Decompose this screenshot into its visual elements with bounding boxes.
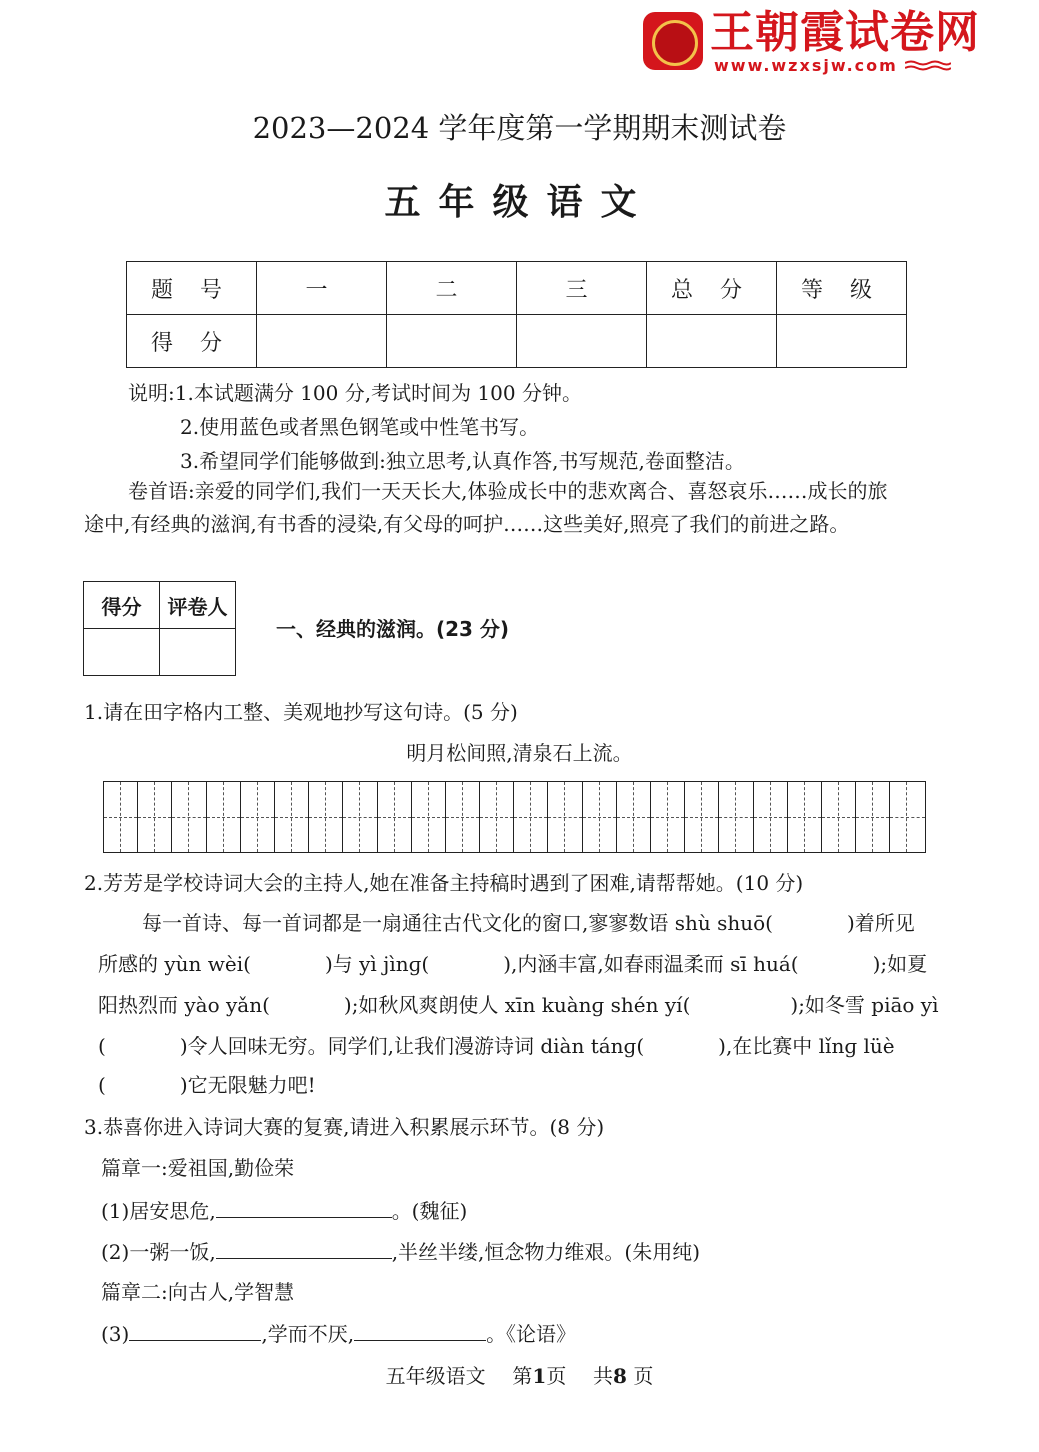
score-cell: 总 分 [647, 262, 777, 315]
score-cell: 三 [517, 262, 647, 315]
passage-text: ),内涵丰富,如春雨温柔而 sī huá( [503, 952, 799, 976]
score-cell: 二 [387, 262, 517, 315]
grader-score-field[interactable] [84, 629, 160, 676]
fill-text: ,学而不厌, [261, 1322, 355, 1346]
grid-cell[interactable] [583, 782, 617, 852]
score-cell: 得 分 [127, 315, 257, 368]
grid-cell[interactable] [241, 782, 275, 852]
passage-text: 所感的 yùn wèi( [98, 952, 251, 976]
score-input-cell[interactable] [777, 315, 907, 368]
grid-cell[interactable] [651, 782, 685, 852]
fill-item [101, 1318, 576, 1349]
passage-text: 每一首诗、每一首词都是一扇通往古代文化的窗口,寥寥数语 shù shuō( [142, 911, 773, 935]
score-input-cell[interactable] [647, 315, 777, 368]
passage-line [98, 949, 927, 979]
fill-item [101, 1236, 700, 1267]
passage-text: );如夏 [872, 952, 928, 976]
grid-cell[interactable] [754, 782, 788, 852]
footer-page-suffix: 页 [546, 1364, 567, 1388]
grid-cell[interactable] [788, 782, 822, 852]
exam-title: 2023—2024 学年度第一学期期末测试卷 [252, 111, 787, 145]
passage-line [142, 908, 915, 938]
grid-cell[interactable] [856, 782, 890, 852]
score-table-score-row [127, 315, 907, 368]
passage-text: )与 yì jìnɡ( [324, 952, 430, 976]
passage-text: );如冬雪 piāo yì [790, 993, 939, 1017]
passage-text: ( [98, 1073, 106, 1097]
footer-page-prefix: 第 [512, 1364, 533, 1388]
grid-cell[interactable] [275, 782, 309, 852]
passage-text: ( [98, 1034, 106, 1058]
grid-cell[interactable] [343, 782, 377, 852]
instruction-line: 3.希望同学们能够做到:独立思考,认真作答,书写规范,卷面整洁。 [180, 449, 745, 473]
score-cell: 一 [257, 262, 387, 315]
score-table [126, 261, 907, 368]
brand-logo [643, 12, 703, 70]
wave-icon [905, 60, 951, 72]
grid-cell[interactable] [480, 782, 514, 852]
score-cell: 等 级 [777, 262, 907, 315]
footer-total-suffix: 页 [633, 1364, 654, 1388]
grid-cell[interactable] [514, 782, 548, 852]
footer-subject: 五年级语文 [385, 1364, 486, 1388]
grid-cell[interactable] [617, 782, 651, 852]
grid-cell[interactable] [104, 782, 138, 852]
page-footer [0, 1360, 1039, 1389]
instruction-line: 2.使用蓝色或者黑色钢笔或中性笔书写。 [180, 415, 540, 439]
answer-line[interactable] [354, 1318, 486, 1341]
grid-cell[interactable] [138, 782, 172, 852]
answer-line[interactable] [216, 1236, 392, 1259]
section-title: 一、经典的滋润。(23 分) [276, 617, 510, 641]
grid-cell[interactable] [378, 782, 412, 852]
answer-line[interactable] [216, 1195, 392, 1218]
grid-cell[interactable] [548, 782, 582, 852]
fill-text: 。《论语》 [486, 1322, 577, 1346]
question-prompt: 2.芳芳是学校诗词大会的主持人,她在准备主持稿时遇到了困难,请帮帮她。(10 分) [84, 871, 804, 895]
answer-line[interactable] [129, 1318, 261, 1341]
grid-cell[interactable] [890, 782, 924, 852]
passage-text: )令人回味无穷。同学们,让我们漫游诗词 diàn tánɡ( [179, 1034, 645, 1058]
passage-text: )着所见 [846, 911, 915, 935]
score-input-cell[interactable] [257, 315, 387, 368]
page-number: 1 [532, 1364, 547, 1388]
passage-text: )它无限魅力吧! [179, 1073, 316, 1097]
chapter-heading: 篇章二:向古人,学智慧 [101, 1280, 295, 1304]
grader-score-label: 得分 [84, 582, 160, 629]
question-prompt: 1.请在田字格内工整、美观地抄写这句诗。(5 分) [84, 700, 518, 724]
brand-name: 王朝霞试卷网 [710, 7, 980, 58]
total-pages: 8 [613, 1364, 627, 1388]
poem-line: 明月松间照,清泉石上流。 [406, 741, 633, 765]
question-prompt: 3.恭喜你进入诗词大赛的复赛,请进入积累展示环节。(8 分) [84, 1115, 605, 1139]
passage-text: 阳热烈而 yào yǎn( [98, 993, 270, 1017]
seal-icon [652, 20, 698, 66]
passage-text: ),在比赛中 lǐnɡ lüè [718, 1034, 895, 1058]
fill-item [101, 1195, 467, 1226]
instruction-line: 说明:1.本试题满分 100 分,考试时间为 100 分钟。 [128, 381, 582, 405]
grid-cell[interactable] [172, 782, 206, 852]
grader-box [83, 581, 236, 676]
fill-text: 。(魏征) [391, 1199, 468, 1223]
score-cell: 题 号 [127, 262, 257, 315]
grid-cell[interactable] [822, 782, 856, 852]
passage-text: );如秋风爽朗使人 xīn kuànɡ shén yí( [343, 993, 691, 1017]
passage-line [98, 1070, 316, 1100]
grid-cell[interactable] [309, 782, 343, 852]
grid-cell[interactable] [446, 782, 480, 852]
fill-text: (3) [101, 1322, 130, 1346]
preface-line: 卷首语:亲爱的同学们,我们一天天长大,体验成长中的悲欢离合、喜怒哀乐……成长的旅 [128, 479, 888, 503]
grader-name-field[interactable] [160, 629, 236, 676]
score-input-cell[interactable] [517, 315, 647, 368]
score-input-cell[interactable] [387, 315, 517, 368]
grid-cell[interactable] [685, 782, 719, 852]
chapter-heading: 篇章一:爱祖国,勤俭荣 [101, 1156, 295, 1180]
score-table-header-row [127, 262, 907, 315]
fill-text: ,半丝半缕,恒念物力维艰。(朱用纯) [391, 1240, 701, 1264]
passage-line [98, 1031, 895, 1061]
passage-line [98, 990, 939, 1020]
grid-cell[interactable] [412, 782, 446, 852]
grid-cell[interactable] [207, 782, 241, 852]
fill-text: (2)一粥一饭, [101, 1240, 216, 1264]
tianzige-grid[interactable] [103, 781, 926, 853]
subject-title: 五年级语文 [384, 182, 655, 223]
grader-name-label: 评卷人 [160, 582, 236, 629]
brand-url: www.wzxsjw.com [714, 56, 898, 75]
fill-text: (1)居安思危, [101, 1199, 216, 1223]
footer-total-prefix: 共 [593, 1364, 614, 1388]
preface-line: 途中,有经典的滋润,有书香的浸染,有父母的呵护……这些美好,照亮了我们的前进之路。 [84, 512, 850, 536]
grid-cell[interactable] [719, 782, 753, 852]
